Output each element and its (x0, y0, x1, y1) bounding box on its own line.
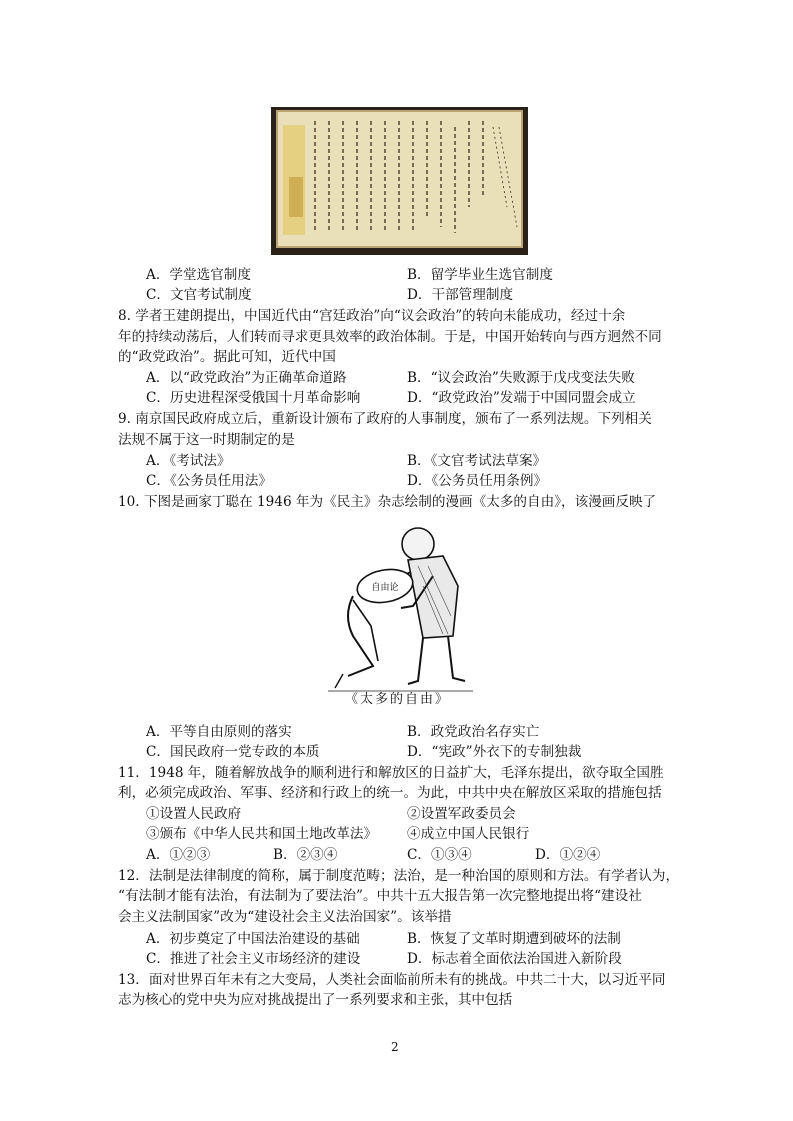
q12-option-d: D．标志着全面依法治国进入新阶段 (407, 951, 622, 967)
q10-option-a: A．平等自由原则的落实 (146, 724, 292, 740)
q12-stem-line-1: 12．法制是法律制度的简称，属于制度范畴；法治，是一种治国的原则和方法。有学者认为， (118, 868, 680, 884)
q12-option-a: A．初步奠定了中国法治建设的基础 (146, 931, 360, 947)
q8-option-d: D．“政党政治”发端于中国同盟会成立 (407, 390, 636, 406)
document-scroll-illustration (271, 107, 528, 255)
q12-stem-line-3: 会主义法制国家”改为“建设社会主义法治国家”。该举措 (118, 909, 452, 925)
q11-item-2: ②设置军政委员会 (407, 806, 516, 822)
q11-item-4: ④成立中国人民银行 (407, 826, 530, 842)
q8-option-c: C．历史进程深受俄国十月革命影响 (146, 390, 361, 406)
cartoon-caption: 《太多的自由》 (345, 692, 451, 707)
q10-option-c: C．国民政府一党专政的本质 (146, 744, 320, 760)
q9-option-b: B．《文官考试法草案》 (407, 453, 547, 469)
q9-option-c: C．《公务员任用法》 (146, 473, 272, 489)
q11-stem-line-1: 11．1948 年，随着解放战争的顺利进行和解放区的日益扩大，毛泽东提出，欲夺取全国胜 (118, 765, 664, 781)
q9-stem-line-2: 法规不属于这一时期制定的是 (118, 432, 295, 448)
q12-option-c: C．推进了社会主义市场经济的建设 (146, 951, 361, 967)
q10-option-d: D．“宪政”外衣下的专制独裁 (407, 744, 582, 760)
q13-stem-line-2: 志为核心的党中央为应对挑战提出了一系列要求和主张，其中包括 (118, 992, 513, 1008)
q11-stem-line-2: 利，必须完成政治、军事、经济和行政上的统一。为此，中共中央在解放区采取的措施包括 (118, 785, 662, 801)
q8-stem-line-1: 8. 学者王建朗提出，中国近代由“宫廷政治”向“议会政治”的转向未能成功，经过十余 (118, 308, 626, 324)
q8-stem-line-3: 的“政党政治”。据此可知，近代中国 (118, 349, 336, 365)
q7-option-d: D．干部管理制度 (407, 287, 514, 303)
q7-option-b: B．留学毕业生选官制度 (407, 267, 553, 283)
q13-stem-line-1: 13．面对世界百年未有之大变局，人类社会面临前所未有的挑战。中共二十大，以习近平同 (118, 972, 666, 988)
q9-stem-line-1: 9. 南京国民政府成立后，重新设计颁布了政府的人事制度，颁布了一系列法规。下列相关 (118, 411, 652, 427)
q12-option-b: B．恢复了文革时期遭到破坏的法制 (407, 931, 621, 947)
imperial-document-image (271, 107, 528, 255)
q11-option-c: C．①③④ (407, 847, 472, 863)
q10-stem-line-1: 10. 下图是画家丁聪在 1946 年为《民主》杂志绘制的漫画《太多的自由》，该漫画反映了 (118, 494, 657, 510)
q9-option-a: A．《考试法》 (146, 453, 231, 469)
q8-option-a: A．以“政党政治”为正确革命道路 (146, 370, 347, 386)
cartoon-image (323, 516, 493, 708)
q10-option-b: B．政党政治名存实亡 (407, 724, 540, 740)
q11-option-a: A．①②③ (146, 847, 211, 863)
q11-option-b: B．②③④ (273, 847, 338, 863)
q11-option-d: D．①②④ (535, 847, 601, 863)
q9-option-d: D．《公务员任用条例》 (407, 473, 548, 489)
q8-option-b: B．“议会政治”失败源于戊戌变法失败 (407, 370, 635, 386)
q11-item-3: ③颁布《中华人民共和国土地改革法》 (146, 826, 378, 842)
bag-label: 自由论 (371, 583, 399, 593)
q7-option-a: A．学堂选官制度 (146, 267, 251, 283)
cartoon-illustration (323, 516, 493, 696)
q12-stem-line-2: “有法制才能有法治，有法制为了要法治”。中共十五大报告第一次完整地提出将“建设社 (118, 888, 642, 904)
q8-stem-line-2: 年的持续动荡后，人们转而寻求更具效率的政治体制。于是，中国开始转向与西方迥然不同 (118, 329, 662, 345)
q11-item-1: ①设置人民政府 (146, 806, 242, 822)
page-number: 2 (391, 1040, 399, 1054)
q7-option-c: C．文官考试制度 (146, 287, 252, 303)
